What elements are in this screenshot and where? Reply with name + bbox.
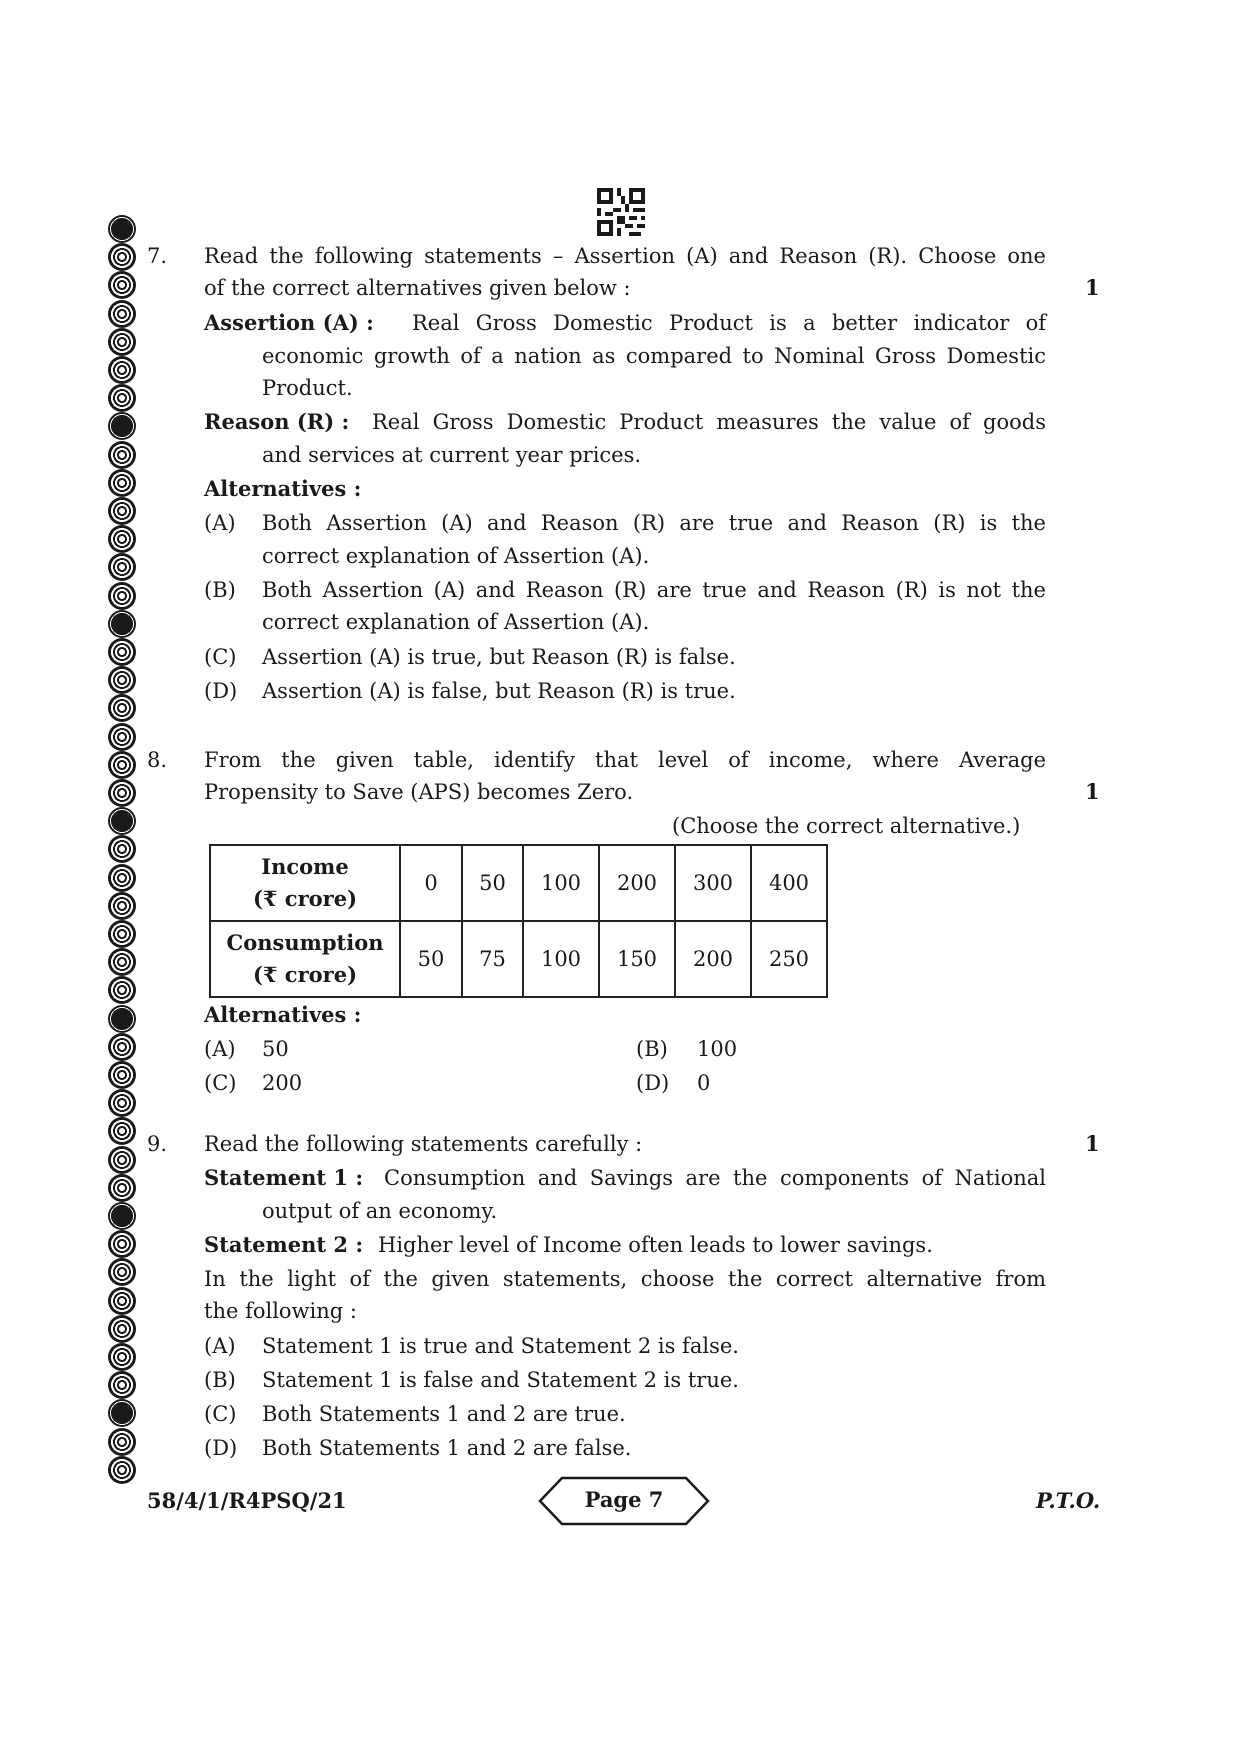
q7-assertion-line2: economic growth of a nation as compared to Nominal Gross Domestic	[262, 344, 1046, 368]
q7-number: 7.	[147, 244, 168, 268]
q9-option-d-key: (D)	[204, 1436, 238, 1460]
margin-ring-icon	[108, 300, 136, 328]
table-row-header	[210, 921, 400, 997]
q9-option-c-key: (C)	[204, 1402, 237, 1426]
qr-code	[597, 188, 645, 236]
margin-ring-icon	[108, 723, 136, 751]
margin-ring-icon	[108, 1146, 136, 1174]
table-cell: 300	[675, 845, 751, 921]
q8-number: 8.	[147, 748, 168, 772]
margin-ring-icon	[108, 356, 136, 384]
q7-option-d-text: Assertion (A) is false, but Reason (R) is true.	[262, 679, 736, 703]
q7-option-a-key: (A)	[204, 511, 236, 535]
table-cell: 50	[462, 845, 523, 921]
margin-ring-icon	[108, 1033, 136, 1061]
income-consumption-table	[209, 844, 828, 998]
table-cell: 75	[462, 921, 523, 997]
q8-intro-line1: From the given table, identify that level of income, where Average	[204, 748, 1046, 772]
margin-ring-icon	[108, 864, 136, 892]
row-header-line2: (₹ crore)	[252, 962, 358, 987]
q9-option-c-text: Both Statements 1 and 2 are true.	[262, 1402, 626, 1426]
margin-ring-icon	[108, 441, 136, 469]
table-cell: 200	[599, 845, 675, 921]
margin-ring-icon	[108, 553, 136, 581]
q7-option-c-text: Assertion (A) is true, but Reason (R) is false.	[262, 645, 736, 669]
q7-reason-label: Reason (R) :	[204, 409, 350, 434]
margin-ring-icon	[108, 920, 136, 948]
q8-option-b-text: 100	[697, 1037, 738, 1061]
margin-ring-icon	[108, 582, 136, 610]
margin-ring-icon	[108, 1399, 136, 1427]
margin-ring-icon	[108, 1230, 136, 1258]
table-cell: 250	[751, 921, 827, 997]
margin-ring-icon	[108, 1174, 136, 1202]
q9-statement1-line1: Consumption and Savings are the components of National	[384, 1166, 1046, 1190]
q7-option-a-line1: Both Assertion (A) and Reason (R) are true and Reason (R) is the	[262, 511, 1046, 535]
q8-hint: (Choose the correct alternative.)	[672, 814, 1021, 838]
page-number: Page 7	[584, 1487, 664, 1512]
margin-ring-icon	[108, 807, 136, 835]
paper-code: 58/4/1/R4PSQ/21	[147, 1488, 347, 1513]
q7-alternatives-label: Alternatives :	[204, 476, 362, 501]
margin-ring-icon	[108, 1371, 136, 1399]
q9-option-b-text: Statement 1 is false and Statement 2 is true.	[262, 1368, 739, 1392]
q7-option-c-key: (C)	[204, 645, 237, 669]
margin-ring-icon	[108, 1005, 136, 1033]
q7-reason-line2: and services at current year prices.	[262, 443, 642, 467]
margin-ring-icon	[108, 328, 136, 356]
q7-option-b-line1: Both Assertion (A) and Reason (R) are true and Reason (R) is not the	[262, 578, 1046, 602]
q8-option-c-text: 200	[262, 1071, 303, 1095]
q7-option-b-line2: correct explanation of Assertion (A).	[262, 610, 650, 634]
margin-ring-icon	[108, 1089, 136, 1117]
q9-instruction-line1: In the light of the given statements, choose the correct alternative from	[204, 1267, 1046, 1291]
table-row-header	[210, 845, 400, 921]
q8-marks: 1	[1085, 779, 1100, 804]
q9-option-a-text: Statement 1 is true and Statement 2 is false.	[262, 1334, 739, 1358]
margin-ring-icon	[108, 243, 136, 271]
page-number-badge	[538, 1476, 710, 1526]
margin-ring-icon	[108, 948, 136, 976]
q7-intro-line2: of the correct alternatives given below :	[204, 276, 631, 300]
q7-marks: 1	[1085, 275, 1100, 300]
table-cell: 100	[523, 845, 599, 921]
q7-assertion-line1: Real Gross Domestic Product is a better indicator of	[412, 311, 1046, 335]
margin-ring-icon	[108, 1202, 136, 1230]
q9-option-b-key: (B)	[204, 1368, 236, 1392]
margin-ring-icon	[108, 1315, 136, 1343]
table-cell: 50	[400, 921, 462, 997]
row-header-line1: Income	[261, 854, 349, 879]
q9-option-a-key: (A)	[204, 1334, 236, 1358]
row-header-line2: (₹ crore)	[252, 886, 358, 911]
q9-instruction-line2: the following :	[204, 1299, 357, 1323]
margin-ring-icon	[108, 666, 136, 694]
margin-ring-icon	[108, 892, 136, 920]
table-cell: 0	[400, 845, 462, 921]
q7-option-a-line2: correct explanation of Assertion (A).	[262, 544, 650, 568]
q9-statement2-text: Higher level of Income often leads to lower savings.	[378, 1233, 933, 1257]
margin-ring-icon	[108, 271, 136, 299]
margin-ring-icon	[108, 638, 136, 666]
table-row	[210, 845, 827, 921]
table-cell: 150	[599, 921, 675, 997]
margin-ring-icon	[108, 751, 136, 779]
q7-option-d-key: (D)	[204, 679, 238, 703]
q8-option-a-key: (A)	[204, 1037, 236, 1061]
margin-ring-icon	[108, 384, 136, 412]
margin-ring-icon	[108, 497, 136, 525]
margin-ring-icon	[108, 1456, 136, 1484]
table-cell: 200	[675, 921, 751, 997]
margin-ring-icon	[108, 1258, 136, 1286]
margin-ring-icon	[108, 1343, 136, 1371]
q8-option-a-text: 50	[262, 1037, 289, 1061]
table-row	[210, 921, 827, 997]
margin-ring-icon	[108, 1117, 136, 1145]
margin-ring-icon	[108, 610, 136, 638]
margin-ring-icon	[108, 412, 136, 440]
q8-option-d-key: (D)	[636, 1071, 670, 1095]
margin-ring-icon	[108, 1428, 136, 1456]
q7-intro-line1: Read the following statements – Assertion (A) and Reason (R). Choose one	[204, 244, 1046, 268]
margin-ring-icon	[108, 1287, 136, 1315]
q9-statement1-label: Statement 1 :	[204, 1165, 364, 1190]
q9-intro: Read the following statements carefully :	[204, 1132, 643, 1156]
q8-option-c-key: (C)	[204, 1071, 237, 1095]
margin-ring-icon	[108, 694, 136, 722]
margin-ring-icon	[108, 525, 136, 553]
margin-ring-icon	[108, 779, 136, 807]
q8-intro-line2: Propensity to Save (APS) becomes Zero.	[204, 780, 634, 804]
q9-statement2-label: Statement 2 :	[204, 1232, 364, 1257]
margin-ring-icon	[108, 1061, 136, 1089]
q8-option-b-key: (B)	[636, 1037, 668, 1061]
q9-statement1-line2: output of an economy.	[262, 1199, 498, 1223]
pto-label: P.T.O.	[1036, 1488, 1101, 1513]
margin-ring-icon	[108, 215, 136, 243]
table-cell: 400	[751, 845, 827, 921]
margin-ring-icon	[108, 976, 136, 1004]
row-header-line1: Consumption	[226, 930, 384, 955]
q7-assertion-label: Assertion (A) :	[204, 310, 374, 335]
table-cell: 100	[523, 921, 599, 997]
q7-reason-line1: Real Gross Domestic Product measures the value of goods	[372, 410, 1046, 434]
q8-alternatives-label: Alternatives :	[204, 1002, 362, 1027]
q7-option-b-key: (B)	[204, 578, 236, 602]
q7-assertion-line3: Product.	[262, 376, 353, 400]
q8-option-d-text: 0	[697, 1071, 711, 1095]
margin-ring-icon	[108, 469, 136, 497]
margin-ring-icon	[108, 835, 136, 863]
q9-marks: 1	[1085, 1131, 1100, 1156]
q9-option-d-text: Both Statements 1 and 2 are false.	[262, 1436, 632, 1460]
q9-number: 9.	[147, 1132, 168, 1156]
